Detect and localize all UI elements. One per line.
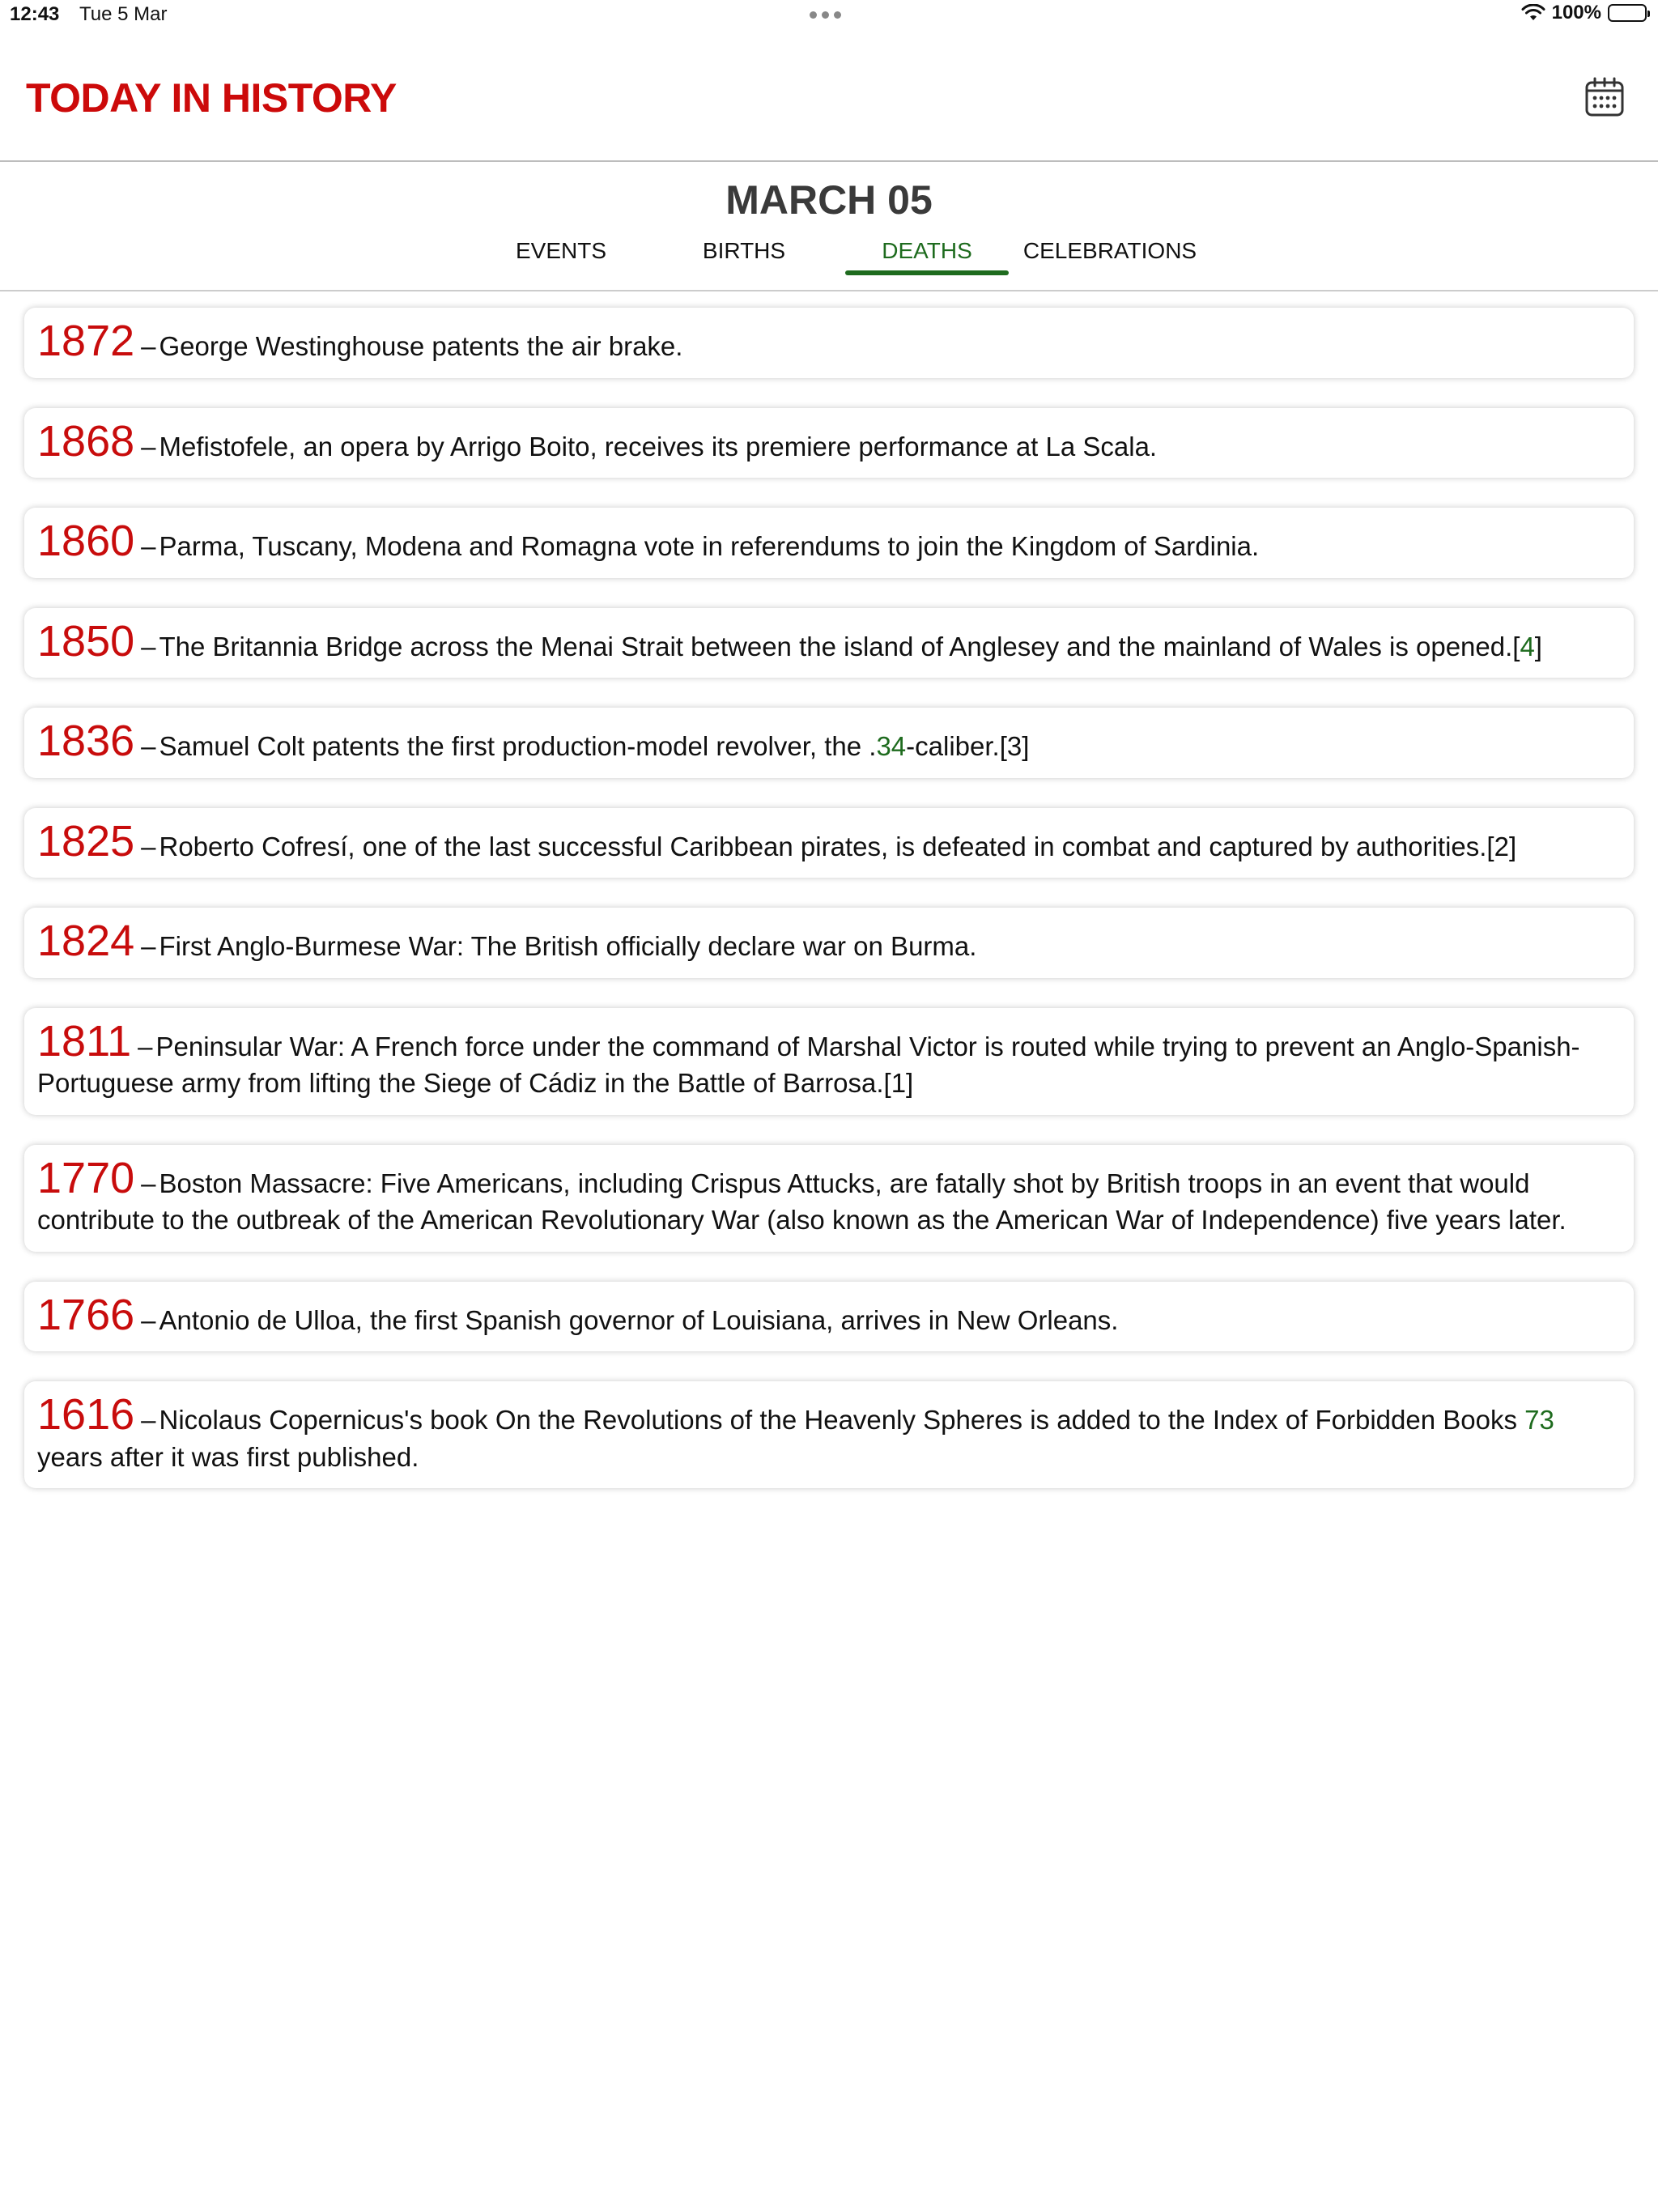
battery-percent: 100% <box>1551 2 1601 23</box>
list-item[interactable] <box>24 1381 1634 1488</box>
entry-year: 1868 <box>37 416 135 466</box>
status-time: 12:43 <box>10 3 60 25</box>
multitasking-dots-icon[interactable] <box>810 11 841 19</box>
entry-text-after: -caliber.[3] <box>906 731 1030 762</box>
entry-dash: – <box>141 431 156 462</box>
app-header <box>0 32 1658 162</box>
list-item[interactable] <box>24 308 1634 378</box>
entry-year: 1770 <box>37 1153 135 1202</box>
tab-deaths[interactable]: DEATHS <box>835 236 1018 275</box>
battery-icon <box>1608 4 1647 22</box>
entry-dash: – <box>141 531 156 562</box>
list-item[interactable] <box>24 1282 1634 1352</box>
entry-dash: – <box>141 831 156 861</box>
entry-text: Nicolaus Copernicus's book On the Revolutions of the Heavenly Spheres is added to the Index of Forbidden Books <box>159 1405 1525 1436</box>
tab-births[interactable]: BIRTHS <box>702 238 786 263</box>
list-item[interactable] <box>24 608 1634 678</box>
status-date: Tue 5 Mar <box>79 3 168 25</box>
entry-year: 1811 <box>37 1016 132 1066</box>
history-list <box>24 308 1634 1518</box>
status-right <box>1521 2 1647 24</box>
wifi-icon <box>1521 4 1545 22</box>
entry-year: 1766 <box>37 1290 135 1339</box>
tab-celebrations[interactable]: CELEBRATIONS <box>1022 238 1197 263</box>
entry-text-after: ] <box>1534 631 1542 661</box>
entry-text: Mefistofele, an opera by Arrigo Boito, receives its premiere performance at La Scala. <box>159 431 1158 462</box>
entry-link[interactable]: 34 <box>876 731 907 762</box>
list-item[interactable] <box>24 808 1634 878</box>
entry-text: First Anglo-Burmese War: The British officially declare war on Burma. <box>159 931 977 962</box>
list-item[interactable] <box>24 408 1634 479</box>
list-item[interactable] <box>24 908 1634 978</box>
entry-dash: – <box>141 331 156 361</box>
entry-text-after: years after it was first published. <box>37 1441 419 1472</box>
entry-dash: – <box>141 731 156 762</box>
entry-year: 1836 <box>37 717 135 766</box>
entry-dash: – <box>138 1031 153 1061</box>
date-title: MARCH 05 <box>725 177 933 223</box>
entry-link[interactable]: 4 <box>1520 631 1535 661</box>
entry-year: 1850 <box>37 616 135 666</box>
entry-text: The Britannia Bridge across the Menai Strait between the island of Anglesey and the mainland of Wales is opened.[ <box>159 631 1520 661</box>
entry-dash: – <box>141 1304 156 1335</box>
calendar-icon <box>1584 76 1626 118</box>
entry-text: Peninsular War: A French force under the command of Marshal Victor is routed while trying to prevent an Anglo-Spanish-Portuguese army from lifting the Siege of Cádiz in the Battle of Barrosa.[1] <box>37 1031 1580 1099</box>
entry-text: Antonio de Ulloa, the first Spanish governor of Louisiana, arrives in New Orleans. <box>159 1304 1119 1335</box>
entry-year: 1825 <box>37 816 135 866</box>
entry-dash: – <box>141 1168 156 1198</box>
app-title: TODAY IN HISTORY <box>26 75 397 121</box>
tab-events[interactable]: EVENTS <box>515 238 607 263</box>
list-item[interactable] <box>24 508 1634 578</box>
status-bar <box>0 0 1658 32</box>
entry-text: Boston Massacre: Five Americans, including Crispus Attucks, are fatally shot by British troops in an event that would contribute to the outbreak of the American Revolutionary War (also known as the American War of Independence) five years later. <box>37 1168 1567 1236</box>
entry-dash: – <box>141 1405 156 1436</box>
date-bar <box>0 162 1658 291</box>
entry-year: 1824 <box>37 917 135 966</box>
tab-bar <box>470 236 1201 275</box>
entry-text: Samuel Colt patents the first production-model revolver, the . <box>159 731 877 762</box>
entry-dash: – <box>141 931 156 962</box>
entry-text: George Westinghouse patents the air brake. <box>159 331 683 361</box>
list-item[interactable] <box>24 1145 1634 1252</box>
entry-year: 1872 <box>37 317 135 365</box>
list-item[interactable] <box>24 1008 1634 1115</box>
entry-text: Parma, Tuscany, Modena and Romagna vote in referendums to join the Kingdom of Sardinia. <box>159 531 1260 562</box>
entry-link[interactable]: 73 <box>1524 1405 1554 1436</box>
entry-text: Roberto Cofresí, one of the last successful Caribbean pirates, is defeated in combat and captured by authorities.[2] <box>159 831 1517 861</box>
calendar-button[interactable] <box>1584 76 1626 118</box>
entry-year: 1860 <box>37 517 135 566</box>
list-item[interactable] <box>24 708 1634 778</box>
entry-year: 1616 <box>37 1390 135 1440</box>
entry-dash: – <box>141 631 156 661</box>
